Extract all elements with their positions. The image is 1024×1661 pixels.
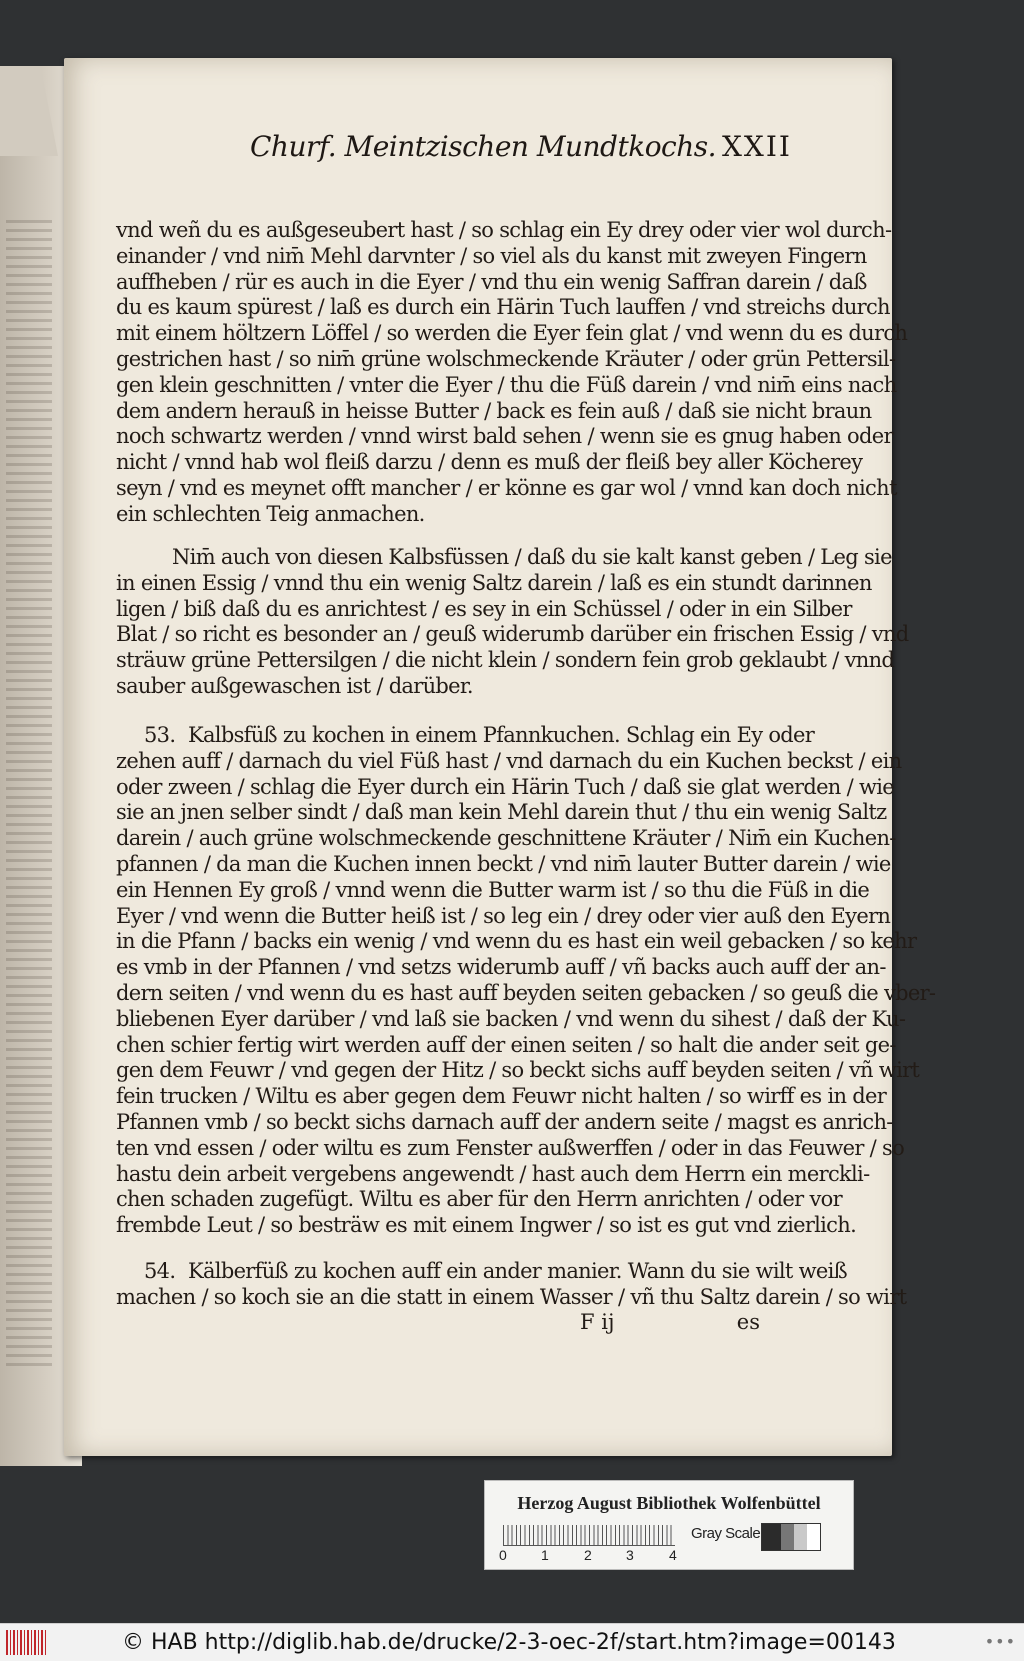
text-line: sauber außgewaschen ist / darüber. [116,673,473,698]
recipe-number: 54. [144,1259,176,1283]
copyright-link[interactable]: © HAB http://diglib.hab.de/drucke/2-3-oec-2f/start.htm?image=00143 [122,1630,896,1655]
text-line: oder zween / schlag die Eyer durch ein Härin Tuch / daß sie glat werden / wie [116,774,894,799]
text-line: dern seiten / vnd wenn du es hast auff beyden seiten gebacken / so geuß die vber- [116,980,936,1005]
text-line: chen schier fertig wirt werden auff der einen seiten / so halt die ander seit ge- [116,1032,896,1057]
signature-mark: F ij [580,1310,615,1334]
text-line: in einen Essig / vnnd thu ein wenig Saltz darein / laß es ein stundt darinnen [116,570,872,595]
facing-page-corner [0,66,58,156]
text-line: zehen auff / darnach du viel Füß hast / vnd darnach du ein Kuchen beckst / ein [116,748,902,773]
ruler-label: 4 [669,1547,677,1563]
grayscale-swatch [761,1523,821,1551]
text-line: gen klein geschnitten / vnter die Eyer / thu die Füß darein / vnd nim̄ eins nach [116,372,897,397]
facing-page-text-edge [6,216,52,1366]
text-line: fein trucken / Wiltu es aber gegen dem Feuwr nicht halten / so wirff es in der [116,1084,887,1109]
library-name: Herzog August Bibliothek Wolfenbüttel [517,1493,821,1513]
text-line: Pfannen vmb / so beckt sichs darnach auff der andern seite / magst es anrich- [116,1109,893,1134]
recipe-54 [116,1259,907,1311]
text-line: ein Hennen Ey groß / vnnd wenn die Butter warm ist / so thu die Füß in die [116,877,870,902]
text-line: auffheben / rür es auch in die Eyer / vnd thu ein wenig Saffran darein / daß [116,269,867,294]
text-line: Nim̄ auch von diesen Kalbsfüssen / daß du sie kalt kanst geben / Leg sie [172,545,892,569]
paragraph-1 [116,218,908,528]
ruler-label: 2 [584,1547,592,1563]
folio-number: XXII [722,130,792,163]
text-line: ein schlechten Teig anmachen. [116,501,425,526]
recipe-heading-line [116,723,815,749]
recipe-number: 53. [144,723,176,747]
color-card [484,1480,854,1570]
ruler-label: 3 [626,1547,634,1563]
recipe-53 [116,723,936,1239]
running-title: Churf. Meintzischen Mundtkochs. [250,130,717,163]
text-line: sträuw grüne Pettersilgen / die nicht klein / sondern fein grob geklaubt / vnnd [116,648,895,673]
text-line: noch schwartz werden / vnnd wirst bald sehen / wenn sie es gnug haben oder [116,424,893,449]
text-line: darein / auch grüne wolschmeckende geschnittene Kräuter / Nim̄ ein Kuchen- [116,826,896,851]
text-line: sie an jnen selber sindt / daß man kein Mehl darein thut / thu ein wenig Saltz [116,800,887,825]
text-line: Blat / so richt es besonder an / geuß widerumb darüber ein frischen Essig / vnd [116,622,909,647]
page-header [242,120,792,176]
status-bar [0,1623,1024,1661]
paragraph-2 [116,545,909,700]
text-line: in die Pfann / backs ein wenig / vnd wenn du es hast ein weil gebacken / so kehr [116,929,917,954]
scale-ruler [503,1525,675,1546]
barcode-icon [6,1630,46,1655]
text-line: einander / vnd nim̄ Mehl darvnter / so viel als du kanst mit zweyen Fingern [116,243,867,268]
text-line: ten vnd essen / oder wiltu es zum Fenster außwerffen / oder in das Feuwer / so [116,1135,905,1160]
grayscale-label: Gray Scale [691,1525,761,1542]
text-line: hastu dein arbeit vergebens angewendt / hast auch dem Herrn ein merckli- [116,1161,870,1186]
text-line: Kälberfüß zu kochen auff ein ander manier. Wann du sie wilt weiß [188,1259,847,1283]
ruler-label: 0 [499,1547,507,1563]
text-line: bliebenen Eyer darüber / vnd laß sie backen / vnd wenn du sihest / daß der Ku- [116,1006,906,1031]
more-icon[interactable]: ••• [984,1632,1016,1651]
text-line: machen / so koch sie an die statt in einem Wasser / vñ thu Saltz darein / so wirt [116,1284,907,1309]
catchword: es [736,1310,760,1334]
text-line: chen schaden zugefügt. Wiltu es aber für den Herrn anrichten / oder vor [116,1187,842,1212]
text-line: es vmb in der Pfannen / vnd setzs widerumb auff / vñ backs auch auff der an- [116,955,886,980]
text-line: seyn / vnd es meynet offt mancher / er könne es gar wol / vnnd kan doch nicht [116,475,897,500]
text-line: gen dem Feuwr / vnd gegen der Hitz / so beckt sichs auff beyden seiten / vñ wirt [116,1058,920,1083]
page-footer [580,1310,770,1340]
text-line: vnd weñ du es außgeseubert hast / so schlag ein Ey drey oder vier wol durch- [116,218,892,242]
text-line: dem andern herauß in heisse Butter / back es fein auß / daß sie nicht braun [116,398,872,423]
text-line: du es kaum spürest / laß es durch ein Härin Tuch lauffen / vnd streichs durch [116,295,890,320]
text-line: nicht / vnnd hab wol fleiß darzu / denn es muß der fleiß bey aller Köcherey [116,450,863,475]
ruler-labels [499,1547,689,1565]
text-line: pfannen / da man die Kuchen innen beckt / vnd nim̄ lauter Butter darein / wie [116,851,891,876]
text-line: gestrichen hast / so nim̄ grüne wolschmeckende Kräuter / oder grün Pettersil- [116,346,896,371]
text-line: ligen / biß daß du es anrichtest / es sey in ein Schüssel / oder in ein Silber [116,596,852,621]
recipe-heading-line [116,1259,847,1285]
text-line: mit einem höltzern Löffel / so werden die Eyer fein glat / vnd wenn du es durch [116,321,908,346]
text-line: Eyer / vnd wenn die Butter heiß ist / so leg ein / drey oder vier auß den Eyern [116,903,891,928]
text-line: Kalbsfüß zu kochen in einem Pfannkuchen. Schlag ein Ey oder [188,723,815,747]
ruler-label: 1 [541,1547,549,1563]
text-line: frembde Leut / so besträw es mit einem Ingwer / so ist es gut vnd zierlich. [116,1213,857,1238]
